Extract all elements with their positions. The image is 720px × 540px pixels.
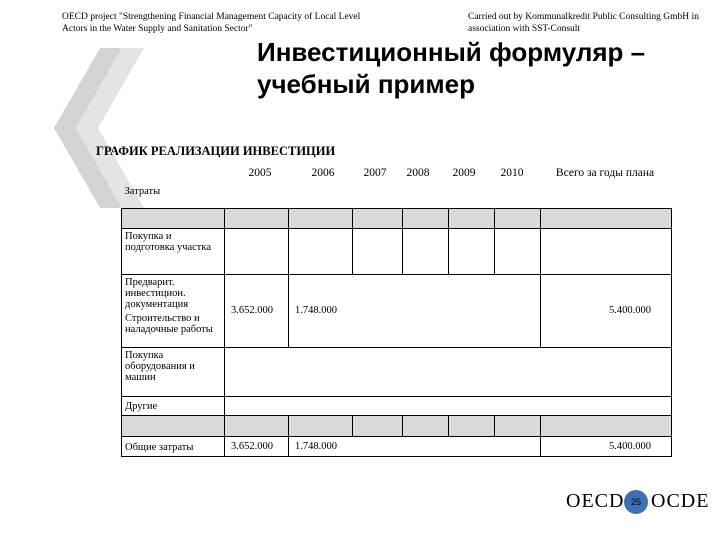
- column-header-2007: 2007: [363, 167, 387, 179]
- oecd-logo-text: OECD: [566, 490, 625, 512]
- column-header-2005: 2005: [248, 167, 272, 179]
- page-number-badge: 25: [624, 490, 648, 514]
- cell-value: 1.748.000: [289, 274, 353, 347]
- column-header-2009: 2009: [452, 167, 476, 179]
- investment-schedule-table: [121, 184, 672, 457]
- column-header-2010: 2010: [500, 167, 524, 179]
- costs-label: Затраты: [122, 184, 225, 208]
- table-row: [122, 347, 672, 396]
- page-title: Инвестиционный формуляр – учебный пример: [257, 37, 646, 99]
- ocde-logo-text: OCDE: [651, 490, 710, 512]
- cell-value: 3.652.000: [225, 436, 289, 456]
- table-shade-row: [122, 415, 672, 436]
- column-header-2008: 2008: [406, 167, 430, 179]
- column-header-total: Всего за годы плана: [555, 167, 655, 179]
- row-label: Покупка и подготовка участка: [122, 228, 225, 274]
- table-row: [122, 396, 672, 415]
- cell-value: 5.400.000: [541, 274, 672, 347]
- row-label: Общие затраты: [122, 436, 225, 456]
- row-label: Другие: [122, 396, 225, 415]
- table-row: [122, 274, 672, 311]
- table-header-row: [122, 184, 672, 208]
- table-total-row: [122, 436, 672, 456]
- column-header-2006: 2006: [311, 167, 335, 179]
- cell-value: 5.400.000: [541, 436, 672, 456]
- header-project-text: OECD project "Strengthening Financial Management Capacity of Local Level Actors in the Water Supply and Sanitation Sector": [62, 12, 361, 34]
- row-label: Предварит. инвестицион. документация: [122, 274, 225, 311]
- row-label: Покупка оборудования и машин: [122, 347, 225, 396]
- row-label: Строительство и наладочные работы: [122, 311, 225, 347]
- table-shade-row: [122, 208, 672, 228]
- cell-value: 3.652.000: [225, 274, 289, 347]
- table-row: [122, 228, 672, 274]
- header-contractor-text: Carried out by Kommunalkredit Public Consulting GmbH in association with SST-Consult: [468, 12, 699, 34]
- cell-value: 1.748.000: [289, 436, 353, 456]
- section-subtitle: ГРАФИК РЕАЛИЗАЦИИ ИНВЕСТИЦИИ: [96, 144, 336, 158]
